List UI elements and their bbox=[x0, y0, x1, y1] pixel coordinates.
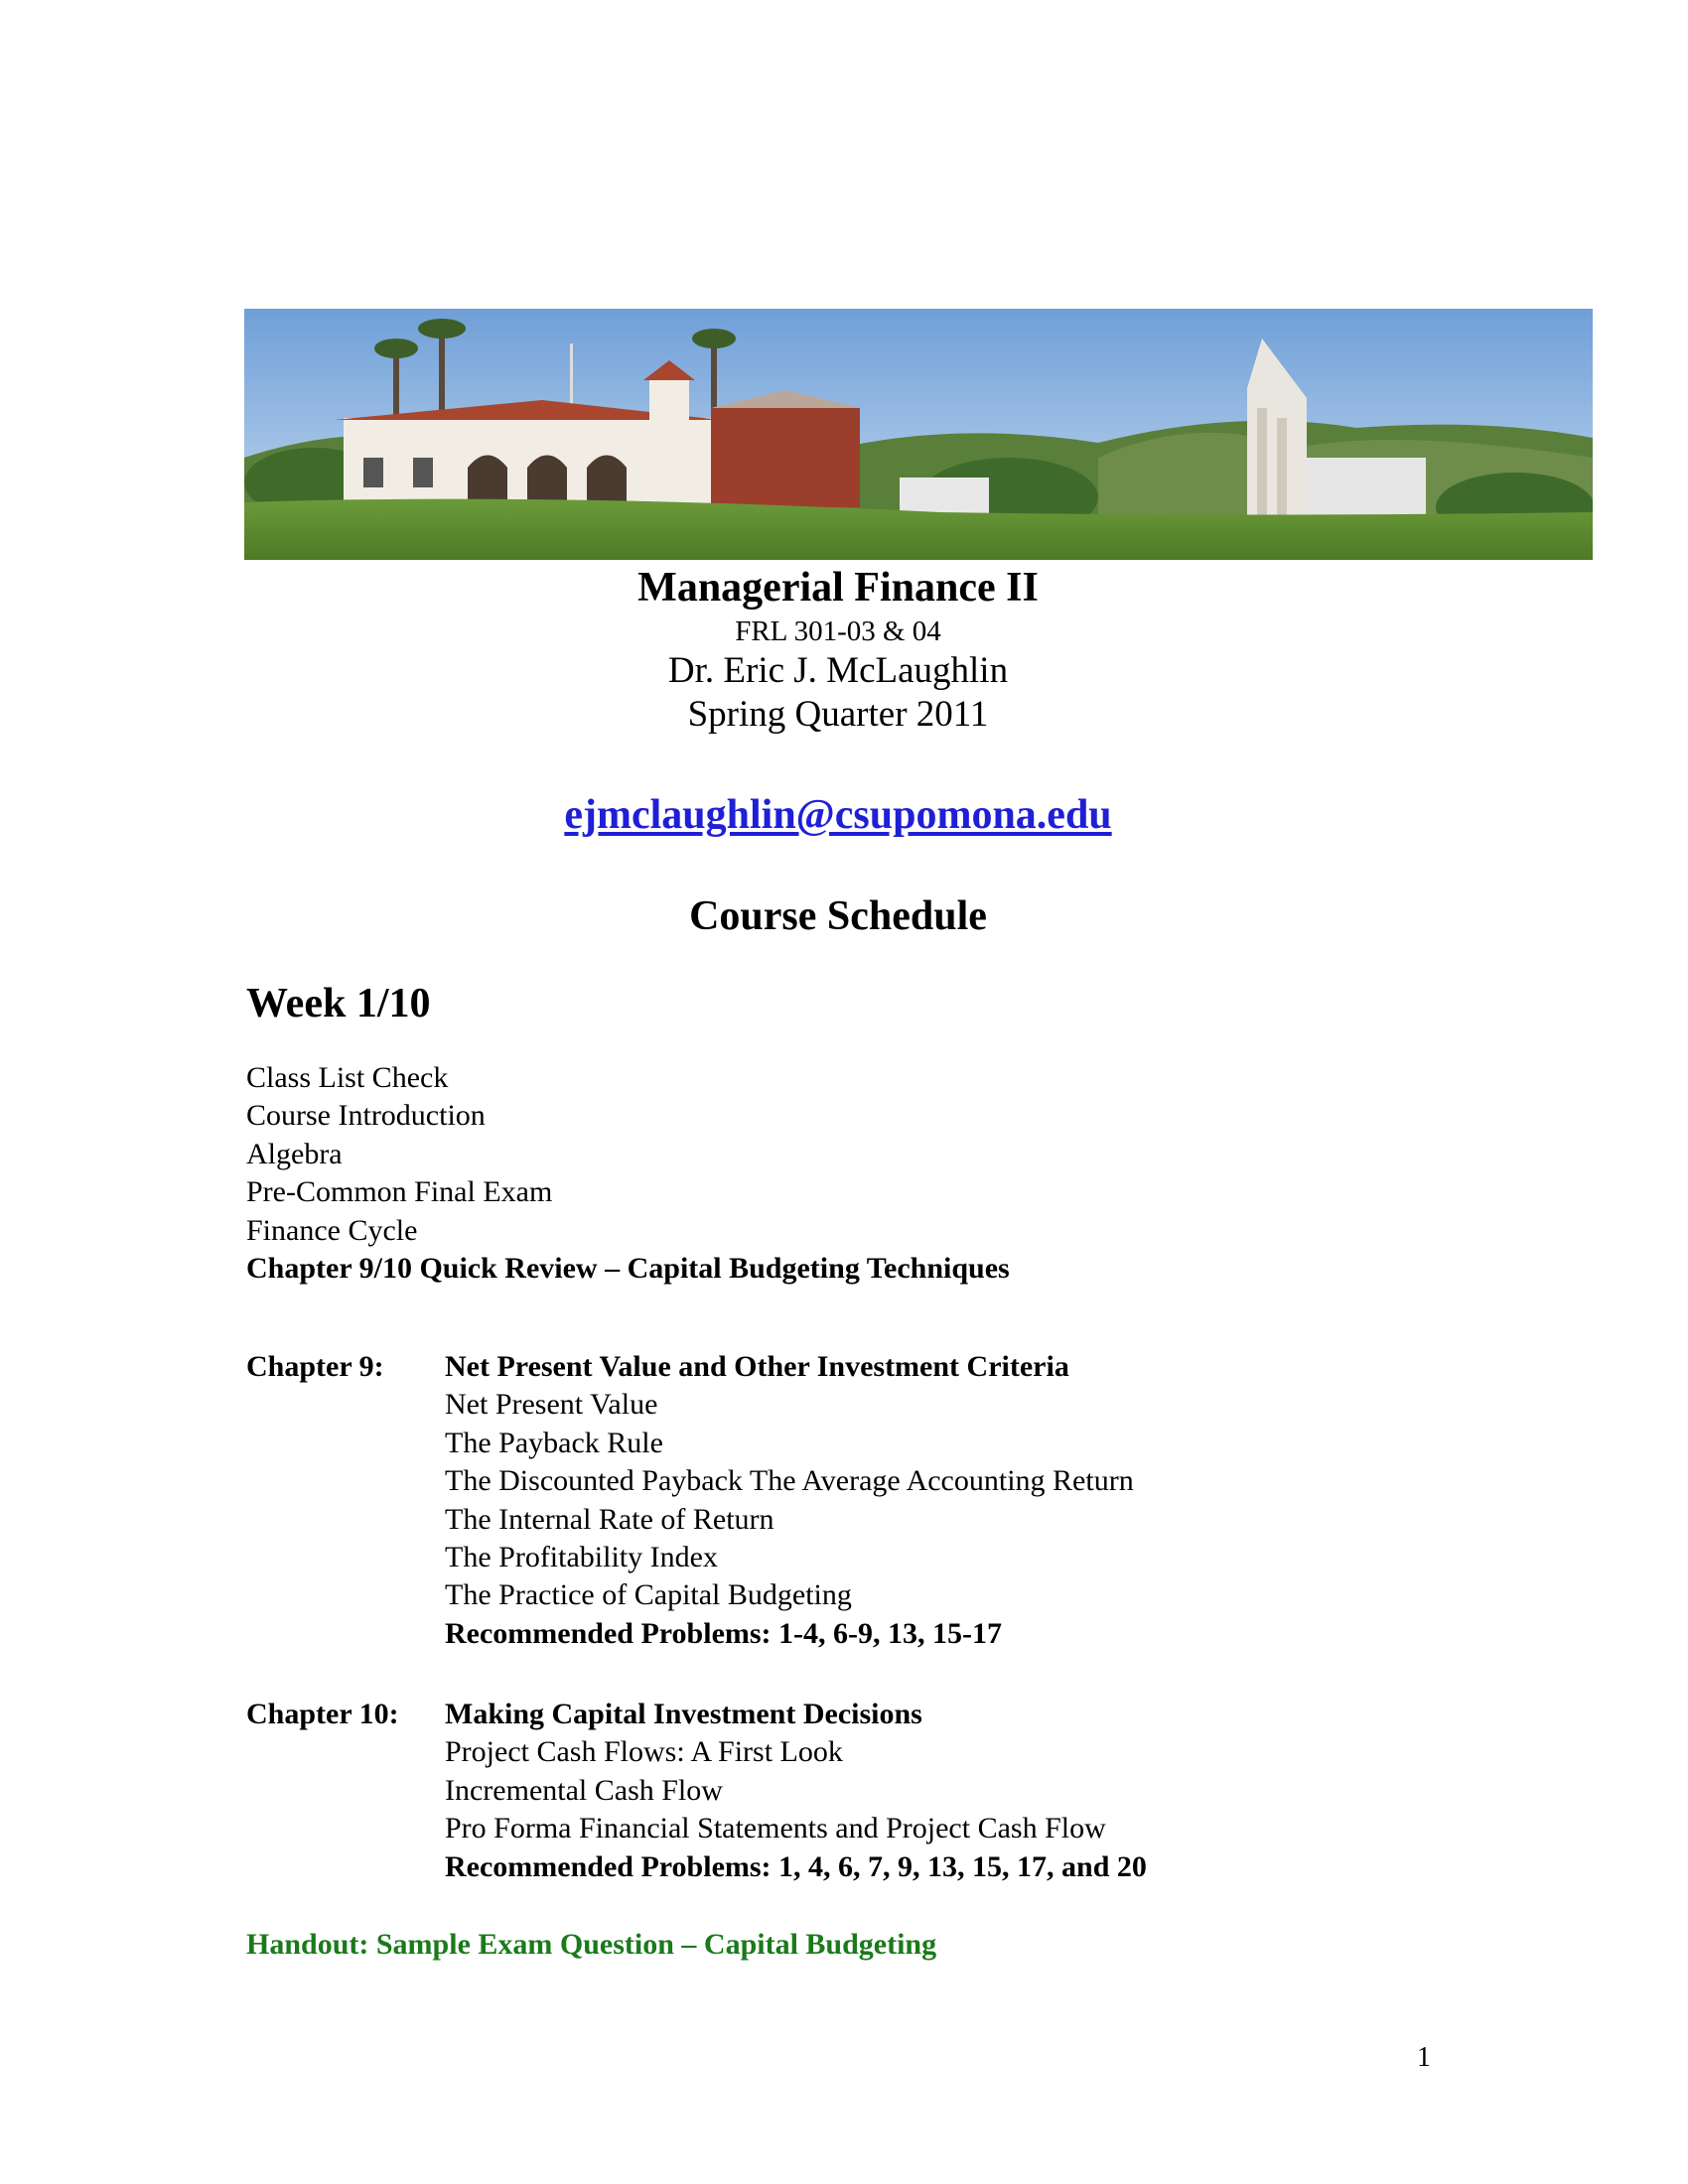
week-topic: Pre-Common Final Exam bbox=[246, 1175, 553, 1209]
chapter-10-label: Chapter 10: bbox=[246, 1698, 399, 1730]
chapter-9-topic: Net Present Value bbox=[445, 1388, 658, 1422]
handout-note: Handout: Sample Exam Question – Capital Budgeting bbox=[246, 1928, 937, 1961]
chapter-9-topic: The Discounted Payback The Average Accounting Return bbox=[445, 1464, 1134, 1498]
chapter-9-title: Net Present Value and Other Investment Criteria bbox=[445, 1350, 1069, 1383]
email-link[interactable]: ejmclaughlin@csupomona.edu bbox=[564, 792, 1112, 838]
chapter-9-topic: The Payback Rule bbox=[445, 1426, 663, 1459]
term-label: Spring Quarter 2011 bbox=[687, 694, 989, 735]
chapter-10-topic: Project Cash Flows: A First Look bbox=[445, 1735, 843, 1769]
chapter-9-block bbox=[445, 1348, 1134, 1653]
chapter-10-problems: Recommended Problems: 1, 4, 6, 7, 9, 13, 15, 17, and 20 bbox=[445, 1849, 1147, 1883]
chapter-10-block bbox=[445, 1696, 1147, 1886]
chapter-9-topic: The Profitability Index bbox=[445, 1540, 718, 1573]
chapter-10-topic: Pro Forma Financial Statements and Project Cash Flow bbox=[445, 1812, 1106, 1845]
chapter-9-topic: The Practice of Capital Budgeting bbox=[445, 1578, 852, 1612]
chapter-9-topic: The Internal Rate of Return bbox=[445, 1502, 774, 1536]
week-topic: Finance Cycle bbox=[246, 1213, 418, 1247]
week-topic: Course Introduction bbox=[246, 1099, 486, 1133]
campus-banner-image bbox=[244, 309, 1593, 560]
chapter-9-problems: Recommended Problems: 1-4, 6-9, 13, 15-17 bbox=[445, 1616, 1003, 1650]
course-title: Managerial Finance II bbox=[637, 565, 1039, 611]
chapter-10-title: Making Capital Investment Decisions bbox=[445, 1698, 922, 1730]
week-heading: Week 1/10 bbox=[246, 981, 431, 1026]
week-review: Chapter 9/10 Quick Review – Capital Budgeting Techniques bbox=[246, 1251, 1010, 1285]
week-topic-list bbox=[246, 1059, 1010, 1288]
chapter-9-label: Chapter 9: bbox=[246, 1350, 384, 1383]
week-topic: Class List Check bbox=[246, 1061, 449, 1094]
email-line bbox=[0, 789, 1682, 841]
course-code: FRL 301-03 & 04 bbox=[735, 615, 941, 647]
page-number: 1 bbox=[1417, 2042, 1431, 2073]
chapter-10-topic: Incremental Cash Flow bbox=[445, 1773, 723, 1807]
section-title: Course Schedule bbox=[689, 893, 987, 939]
week-topic: Algebra bbox=[246, 1137, 343, 1170]
instructor-name: Dr. Eric J. McLaughlin bbox=[667, 650, 1009, 691]
